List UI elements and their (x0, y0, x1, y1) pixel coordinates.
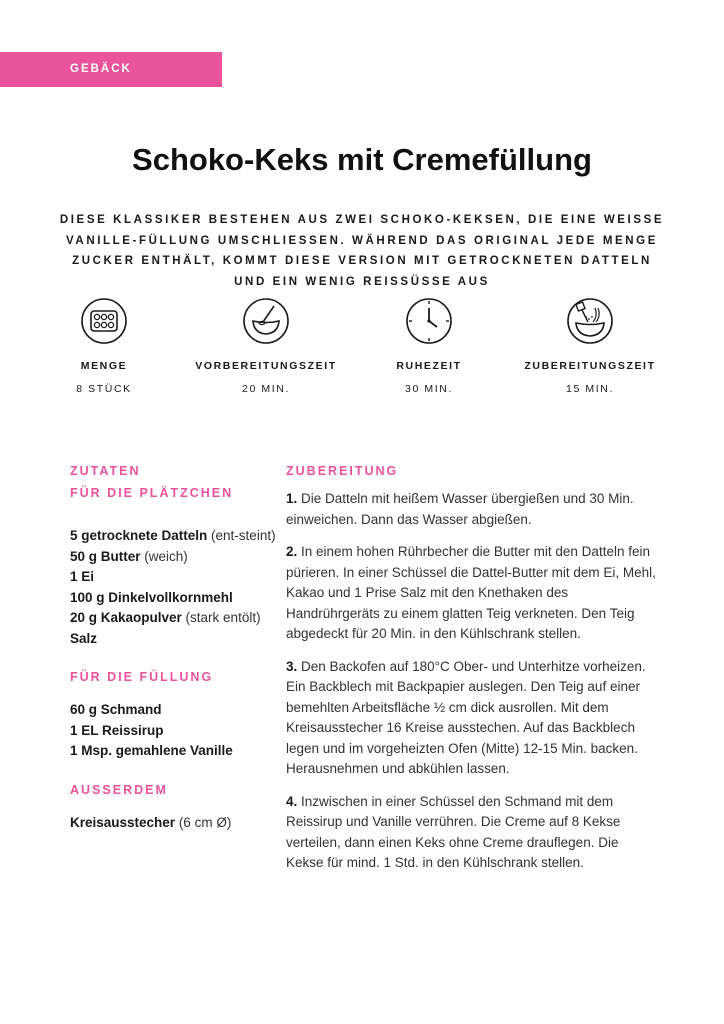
meta-label: MENGE (80, 360, 128, 372)
ingredient-item: Kreisausstecher (6 cm Ø) (70, 814, 232, 830)
ingredient-item: 60 g Schmand (70, 702, 162, 717)
preparation-steps (286, 489, 658, 874)
ingredient-item: 20 g Kakaopulver (stark entölt) (70, 610, 261, 625)
step-2: 2. In einem hohen Rührbecher die Butter mit den Datteln fein pürieren. In einer Schüssel die Dattel-Butter mit dem Ei, Mehl, Kakao und 1 Prise Salz mit den Knethaken des Handrührgeräts zu einem glatten Teig verkneten. Den Teig abgedeckt für 20 Min. in den Kühlschrank stellen. (286, 544, 656, 641)
recipe-intro: DIESE KLASSIKER BESTEHEN AUS ZWEI SCHOKO-KEKSEN, DIE EINE WEISSE VANILLE-FÜLLUNG UMSCHLIESSEN. WÄHREND DAS ORIGINAL JEDE MENGE ZUCKER ENTHÄLT, KOMMT DIESE VERSION MIT GETROCKNETEN DATTELN UND EIN WENIG REISSÜSSE AUS (59, 214, 665, 288)
ingredient-item: 100 g Dinkelvollkornmehl (70, 589, 233, 605)
meta-value: 15 MIN. (566, 383, 614, 395)
meta-value: 30 MIN. (405, 383, 453, 395)
group-heading-filling: FÜR DIE FÜLLUNG (70, 670, 214, 684)
meta-cook-time (490, 296, 690, 395)
meta-label: RUHEZEIT (396, 360, 462, 372)
step-1: 1. Die Datteln mit heißem Wasser übergießen und 30 Min. einweichen. Dann das Wasser abgießen. (286, 491, 634, 527)
step-3: 3. Den Backofen auf 180°C Ober- und Unterhitze vorheizen. Ein Backblech mit Backpapier auslegen. Den Teig auf einer bemehlten Arbeitsfläche ½ cm dick ausrollen. Mit dem Kreisausstecher 16 Kreise ausstechen. Auf das Backblech legen und im vorgeheizten Ofen (Mitte) 12-15 Min. backen. Herausnehmen und abkühlen lassen. (286, 658, 646, 776)
ingredient-item: 1 EL Reissirup (70, 722, 164, 738)
ingredient-item: 5 getrocknete Datteln (ent-steint) (70, 528, 276, 543)
ingredient-list-filling (70, 700, 280, 762)
ingredient-item: 1 Ei (70, 569, 95, 584)
meta-value: 8 STÜCK (76, 383, 132, 395)
category-tag: GEBÄCK (0, 52, 222, 87)
ingredient-item: 1 Msp. gemahlene Vanille (70, 743, 233, 758)
bowl-whisk-icon (565, 296, 615, 346)
mixing-bowl-icon (241, 296, 291, 346)
group-heading-extras: AUSSERDEM (70, 782, 168, 797)
ingredients-column (70, 460, 280, 833)
ingredients-heading: ZUTATEN (70, 464, 141, 478)
step-4: 4. Inzwischen in einer Schüssel den Schmand mit dem Reissirup und Vanille verrühren. Die Creme auf 8 Kekse verteilen, dann einen Keks ohne Creme drauflegen. Die Kekse für mind. 1 Std. in den Kühlschrank stellen. (286, 793, 621, 870)
meta-label: ZUBEREITUNGSZEIT (524, 360, 656, 372)
preparation-column (286, 460, 658, 886)
ingredient-item: 50 g Butter (weich) (70, 548, 188, 564)
ingredient-item: Salz (70, 630, 98, 646)
preparation-heading: ZUBEREITUNG (286, 464, 399, 478)
group-heading-cookies: FÜR DIE PLÄTZCHEN (70, 486, 234, 500)
meta-label: VORBEREITUNGSZEIT (195, 360, 337, 372)
baking-tray-icon (79, 296, 129, 346)
meta-value: 20 MIN. (242, 383, 290, 395)
ingredient-list-extras (70, 813, 280, 834)
ingredient-list-cookies (70, 526, 280, 649)
recipe-title: Schoko-Keks mit Cremefüllung (132, 142, 592, 177)
clock-icon (404, 296, 454, 346)
